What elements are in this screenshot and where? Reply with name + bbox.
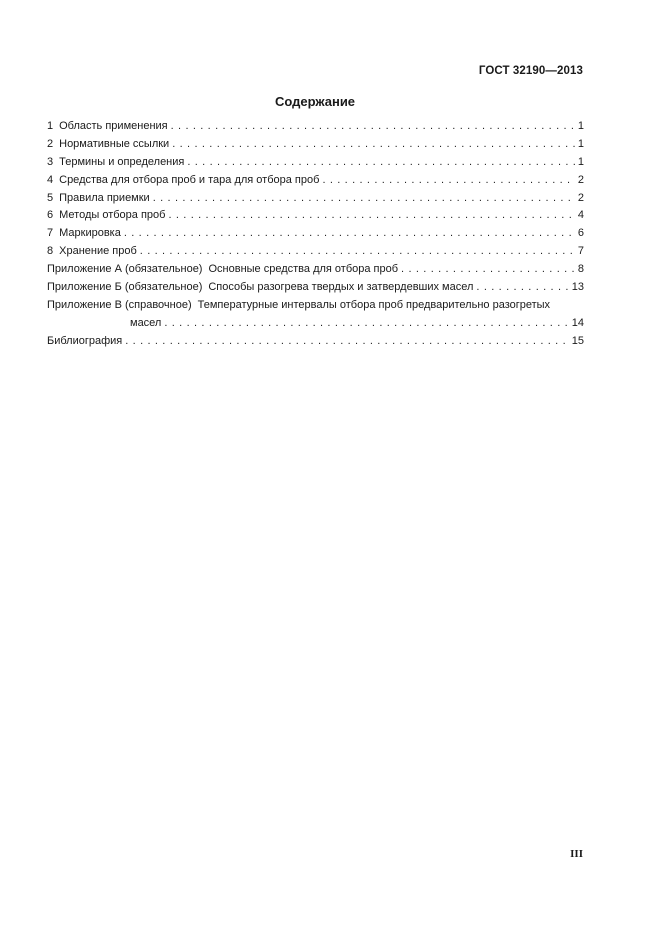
toc-entry-number: 5 bbox=[47, 191, 54, 204]
toc-entry[interactable] bbox=[47, 156, 584, 174]
toc-entry-number: 3 bbox=[47, 155, 54, 168]
toc-entry-page: 14 bbox=[571, 316, 584, 329]
toc-entry-page: 2 bbox=[577, 173, 584, 186]
toc-entry-page: 1 bbox=[577, 137, 584, 150]
toc-entry-page: 6 bbox=[577, 227, 584, 240]
toc-entry[interactable] bbox=[47, 227, 584, 245]
dot-leader bbox=[322, 174, 574, 186]
toc-appendix-b[interactable] bbox=[47, 281, 584, 299]
dot-leader bbox=[187, 156, 575, 168]
toc-entry-page: 1 bbox=[577, 120, 584, 132]
toc-entry-title: Хранение проб bbox=[59, 245, 137, 258]
toc-bibliography[interactable] bbox=[47, 335, 584, 353]
appendix-title: Температурные интервалы отбора проб предварительно разогретых bbox=[197, 298, 551, 311]
dot-leader bbox=[140, 245, 575, 257]
toc-entry-number: 4 bbox=[47, 173, 54, 186]
toc-entry-title: Правила приемки bbox=[59, 191, 150, 204]
toc-entry-page: 7 bbox=[577, 245, 584, 258]
toc-entry-page: 13 bbox=[571, 281, 584, 294]
dot-leader bbox=[172, 138, 575, 150]
toc-entry[interactable] bbox=[47, 120, 584, 138]
toc-entry-title: Маркировка bbox=[59, 227, 121, 240]
toc-entry[interactable] bbox=[47, 174, 584, 192]
toc-entry[interactable] bbox=[47, 209, 584, 227]
toc-appendix-a[interactable] bbox=[47, 263, 584, 281]
toc-entry-title: Термины и определения bbox=[59, 155, 185, 168]
toc-entry-title: Средства для отбора проб и тара для отбора проб bbox=[59, 173, 320, 186]
toc-entry-title: Нормативные ссылки bbox=[59, 137, 170, 150]
dot-leader bbox=[153, 192, 575, 204]
appendix-label: Приложение А (обязательное) bbox=[47, 263, 203, 276]
toc-entry-page: 15 bbox=[571, 334, 584, 347]
toc-entry-number: 6 bbox=[47, 209, 54, 222]
table-of-contents bbox=[47, 120, 584, 353]
toc-entry-number: 8 bbox=[47, 245, 54, 258]
dot-leader bbox=[124, 227, 575, 239]
toc-entry-title: Область применения bbox=[59, 120, 168, 132]
toc-entry-number: 7 bbox=[47, 227, 54, 240]
dot-leader bbox=[164, 317, 568, 329]
toc-entry-page: 4 bbox=[577, 209, 584, 222]
dot-leader bbox=[168, 209, 574, 221]
toc-entry-number: 2 bbox=[47, 137, 54, 150]
toc-entry[interactable] bbox=[47, 138, 584, 156]
appendix-title-continuation: масел bbox=[130, 316, 162, 329]
document-code: ГОСТ 32190—2013 bbox=[478, 65, 583, 77]
toc-appendix-v[interactable] bbox=[47, 299, 584, 335]
appendix-title: Способы разогрева твердых и затвердевших масел bbox=[208, 281, 474, 294]
toc-entry[interactable] bbox=[47, 245, 584, 263]
toc-entry-number: 1 bbox=[47, 120, 54, 132]
dot-leader bbox=[171, 120, 575, 132]
appendix-label: Приложение В (справочное) bbox=[47, 298, 192, 311]
dot-leader bbox=[476, 281, 568, 293]
dot-leader bbox=[125, 335, 569, 347]
page-number: III bbox=[570, 848, 583, 860]
bibliography-title: Библиография bbox=[47, 334, 123, 347]
toc-entry[interactable] bbox=[47, 192, 584, 210]
toc-entry-page: 2 bbox=[577, 191, 584, 204]
appendix-label: Приложение Б (обязательное) bbox=[47, 281, 203, 294]
toc-entry-page: 1 bbox=[577, 155, 584, 168]
toc-title: Содержание bbox=[274, 94, 356, 109]
appendix-title: Основные средства для отбора проб bbox=[208, 263, 399, 276]
toc-entry-title: Методы отбора проб bbox=[59, 209, 166, 222]
dot-leader bbox=[401, 263, 575, 275]
toc-entry-page: 8 bbox=[577, 263, 584, 276]
